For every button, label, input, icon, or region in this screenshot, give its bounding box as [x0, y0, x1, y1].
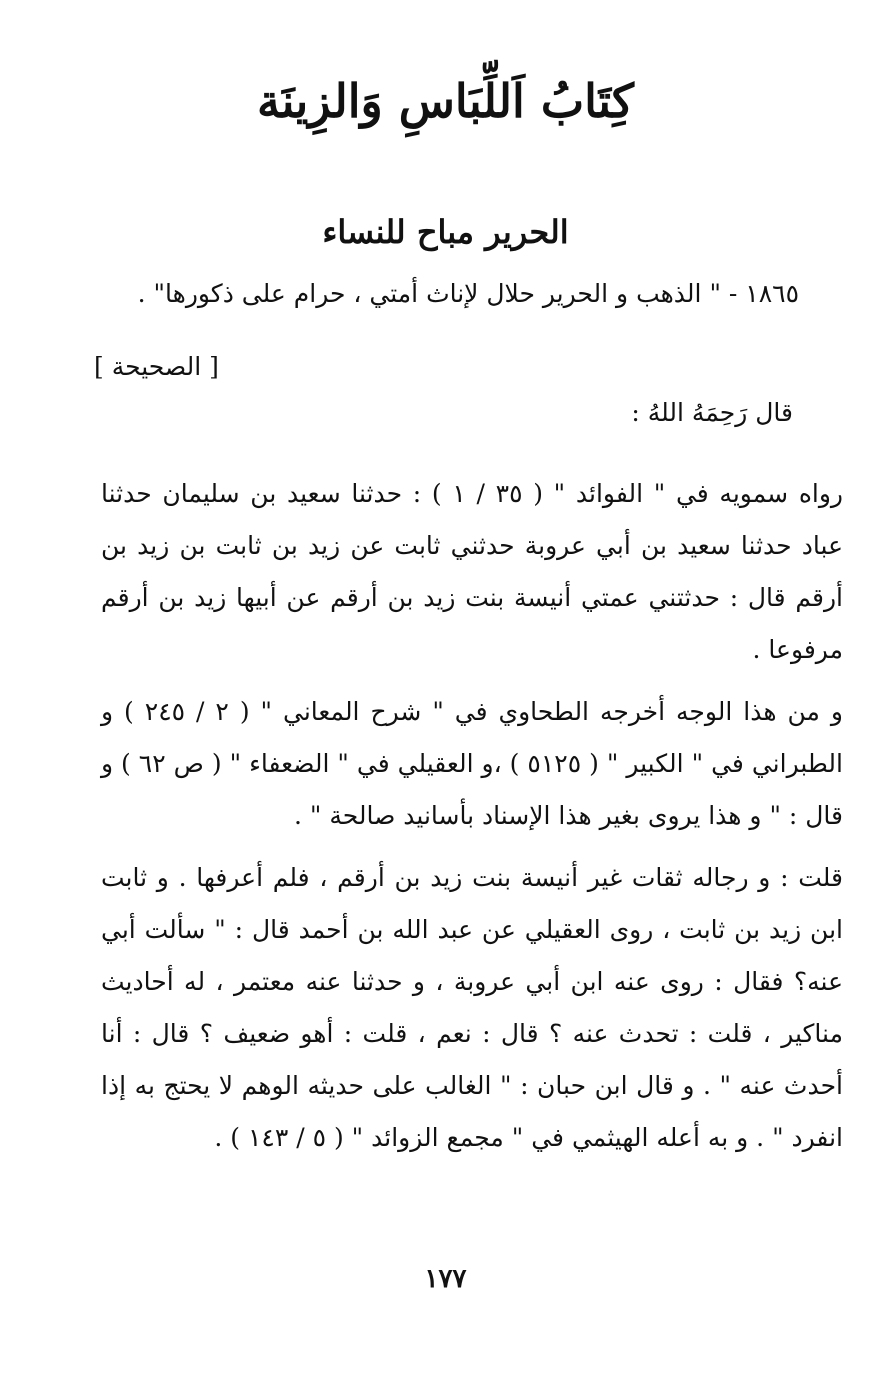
chapter-title: الحرير مباح للنساء — [322, 213, 569, 251]
commentary-paragraph-3: قلت : و رجاله ثقات غير أنيسة بنت زيد بن أرقم ، فلم أعرفها . و ثابت ابن زيد بن ثابت ، روى العقيلي عن عبد الله بن أحمد قال : " سألت أبي عنه؟ فقال : روى عنه ابن أبي عروبة ، و حدثنا عنه معتمر ، له أحاديث مناكير ، قلت : تحدث عنه ؟ قال : نعم ، قلت : أهو ضعيف ؟ قال : أنا أحدث عنه " . و قال ابن حبان : " الغالب على حديثه الوهم لا يحتج به إذا انفرد " . و به أعله الهيثمي في " مجمع الزوائد " ( ٥ / ١٤٣ ) . — [101, 863, 843, 1152]
author-intro: قال رَحِمَهُ اللهُ : — [631, 398, 793, 427]
book-title: كِتَابُ اَللِّبَاسِ وَالزِينَة — [257, 74, 634, 128]
page-number: ١٧٧ — [424, 1264, 467, 1294]
commentary-paragraph-2: و من هذا الوجه أخرجه الطحاوي في " شرح المعاني " ( ٢ / ٢٤٥ ) و الطبراني في " الكبير " ( ٥١٢٥ ) ،و العقيلي في " الضعفاء " ( ص ٦٢ ) و قال : " و هذا يروى بغير هذا الإسناد بأسانيد صالحة " . — [101, 697, 843, 830]
grade-label: [ الصحيحة ] — [94, 352, 219, 381]
hadith-text: ١٨٦٥ - " الذهب و الحرير حلال لإناث أمتي ، حرام على ذكورها" . — [137, 279, 799, 308]
commentary-paragraph-1: رواه سمويه في " الفوائد " ( ٣٥ / ١ ) : حدثنا سعيد بن سليمان حدثنا عباد حدثنا سعيد بن أبي عروبة حدثني ثابت عن زيد بن ثابت بن زيد بن أرقم قال : حدثتني عمتي أنيسة بنت زيد بن أرقم عن أبيها زيد بن أرقم مرفوعا . — [101, 479, 844, 664]
